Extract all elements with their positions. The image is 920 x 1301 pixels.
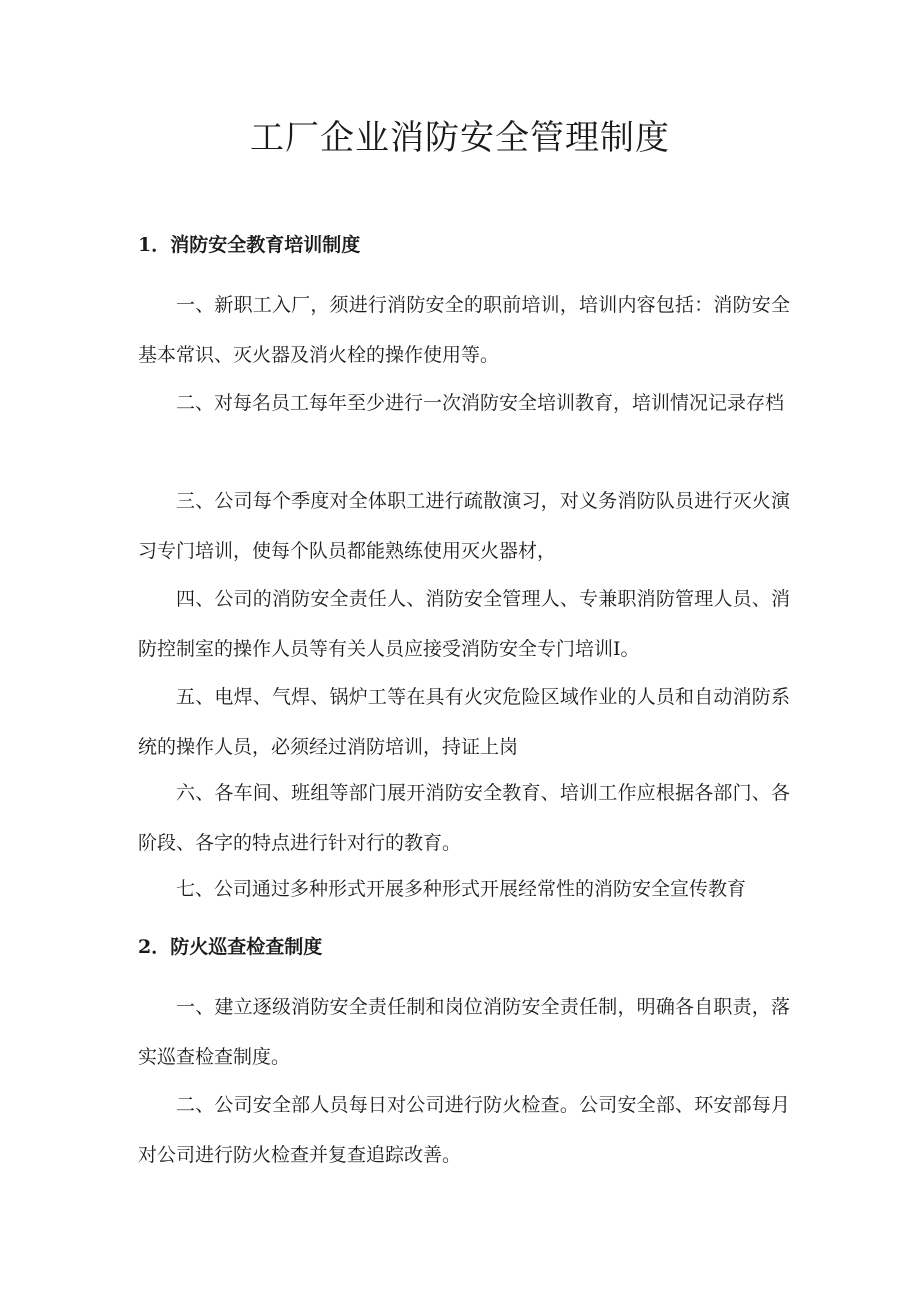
paragraph: 一、建立逐级消防安全责任制和岗位消防安全责任制，明确各自职责，落实巡查检查制度。 [138, 996, 790, 1068]
paragraph: 七、公司通过多种形式开展多种形式开展经常性的消防安全宣传教育 [176, 878, 747, 900]
section-heading-training: 1．消防安全教育培训制度 [138, 234, 361, 256]
paragraph: 五、电焊、气焊、锅炉工等在具有火灾危险区域作业的人员和自动消防系统的操作人员，必须经过消防培训，持证上岗 [138, 686, 790, 758]
paragraph: 一、新职工入厂，须进行消防安全的职前培训，培训内容包括：消防安全基本常识、灭火器及消火栓的操作使用等。 [138, 294, 790, 366]
paragraph: 三、公司每个季度对全体职工进行疏散演习，对义务消防队员进行灭火演习专门培训，使每个队员都能熟练使用灭火器材， [138, 490, 790, 562]
paragraph: 二、对每名员工每年至少进行一次消防安全培训教育，培训情况记录存档 [176, 392, 785, 414]
paragraph: 六、各车间、班组等部门展开消防安全教育、培训工作应根据各部门、各阶段、各字的特点进行针对行的教育。 [138, 782, 790, 854]
paragraph: 二、公司安全部人员每日对公司进行防火检查。公司安全部、环安部每月对公司进行防火检查并复查追踪改善。 [138, 1094, 790, 1166]
paragraph: 四、公司的消防安全责任人、消防安全管理人、专兼职消防管理人员、消防控制室的操作人员等有关人员应接受消防安全专门培训I。 [138, 588, 790, 660]
document-title: 工厂企业消防安全管理制度 [250, 118, 670, 158]
section-heading-fire-patrol: 2．防火巡查检查制度 [138, 936, 323, 958]
